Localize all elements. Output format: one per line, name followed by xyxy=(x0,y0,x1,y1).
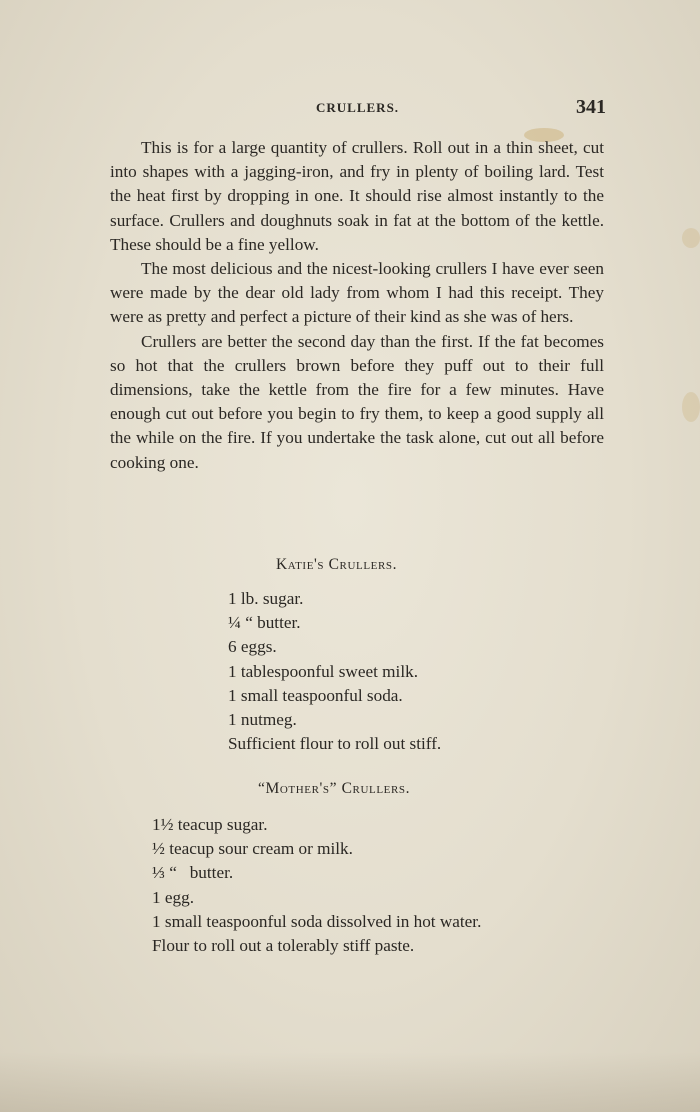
ingredient: 1 small teaspoonful soda dissolved in hot water. xyxy=(152,911,482,931)
body-text xyxy=(110,136,604,475)
ingredient: 6 eggs. xyxy=(228,637,277,657)
ingredient: Sufficient flour to roll out stiff. xyxy=(228,734,442,754)
running-head xyxy=(0,96,700,120)
paper-stain xyxy=(682,392,700,422)
ingredient: 1 nutmeg. xyxy=(228,710,297,730)
paragraph: This is for a large quantity of crullers. Roll out in a thin sheet, cut into shapes with a jagging-iron, and fry in plenty of boiling lard. Test the heat first by dropping in one. It should rise almost instantly to the surface. Crullers and doughnuts soak in fat at the bottom of the kettle. These should be a fine yellow. xyxy=(110,138,604,254)
ingredient: 1 egg. xyxy=(152,887,195,907)
ingredient: ⅓ “ butter. xyxy=(152,863,234,883)
ingredient: 1½ teacup sugar. xyxy=(152,815,268,834)
ingredient: ½ teacup sour cream or milk. xyxy=(152,839,353,859)
paper-stain xyxy=(682,228,700,248)
recipe-ingredients-mothers-crullers xyxy=(152,813,481,958)
ingredient: 1 lb. sugar. xyxy=(228,589,304,608)
paragraph: Crullers are better the second day than the first. If the fat becomes so hot that the crullers brown before they puff out to their full dimensions, take the kettle from the fire for a few minutes. Have enough cut out before you begin to fry them, to keep a good supply all the while on the fire. If you undertake the task alone, cut out all before cooking one. xyxy=(110,331,604,472)
ingredient: ¼ “ butter. xyxy=(228,613,301,633)
ingredient: Flour to roll out a tolerably stiff paste. xyxy=(152,936,415,956)
paragraph: The most delicious and the nicest-looking crullers I have ever seen were made by the dear old lady from whom I had this receipt. They were as pretty and perfect a picture of their kind as she was of hers. xyxy=(110,259,604,327)
recipe-title-katies-crullers: Katie's Crullers. xyxy=(276,556,398,573)
recipe-title-mothers-crullers: “Mother's” Crullers. xyxy=(258,780,411,797)
recipe-ingredients-katies-crullers xyxy=(228,587,441,756)
ingredient: 1 small teaspoonful soda. xyxy=(228,685,403,705)
ingredient: 1 tablespoonful sweet milk. xyxy=(228,661,418,681)
page-number: 341 xyxy=(576,96,606,118)
running-title: CRULLERS. xyxy=(316,100,400,115)
page-edge-shading xyxy=(0,1052,700,1112)
